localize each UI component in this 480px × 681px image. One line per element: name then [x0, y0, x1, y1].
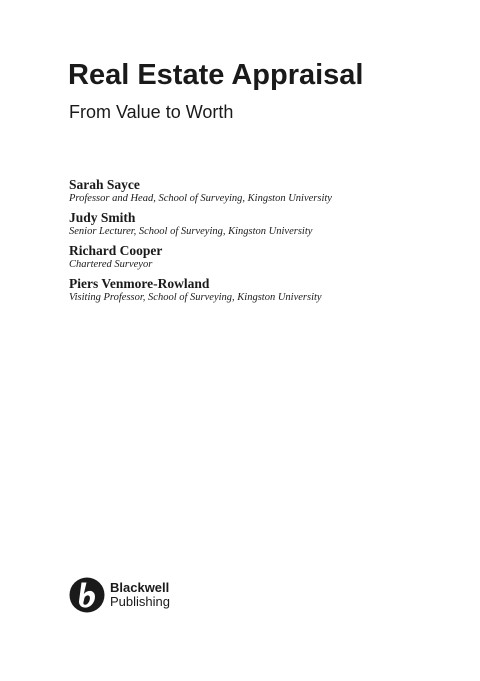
author-name: Piers Venmore-Rowland: [69, 276, 210, 291]
author-name: Sarah Sayce: [69, 177, 140, 192]
publisher-name-line1: Blackwell: [110, 580, 170, 595]
publisher-name: [110, 581, 170, 609]
author-affiliation: Chartered Surveyor: [69, 259, 153, 270]
publisher-imprint: [69, 577, 170, 613]
author-affiliation: Visiting Professor, School of Surveying, Kingston University: [69, 292, 322, 303]
author-entry: [69, 177, 469, 205]
book-title: Real Estate Appraisal: [68, 59, 364, 91]
blackwell-b-logo-icon: [69, 577, 105, 613]
author-name: Richard Cooper: [69, 243, 163, 258]
publisher-name-line2: Publishing: [110, 594, 170, 609]
author-affiliation: Senior Lecturer, School of Surveying, Kingston University: [69, 226, 313, 237]
book-subtitle: From Value to Worth: [69, 102, 234, 122]
author-entry: [69, 243, 469, 271]
author-affiliation: Professor and Head, School of Surveying, Kingston University: [69, 193, 332, 204]
author-entry: [69, 276, 469, 304]
author-name: Judy Smith: [69, 210, 136, 225]
author-entry: [69, 210, 469, 238]
author-list: [69, 177, 469, 309]
